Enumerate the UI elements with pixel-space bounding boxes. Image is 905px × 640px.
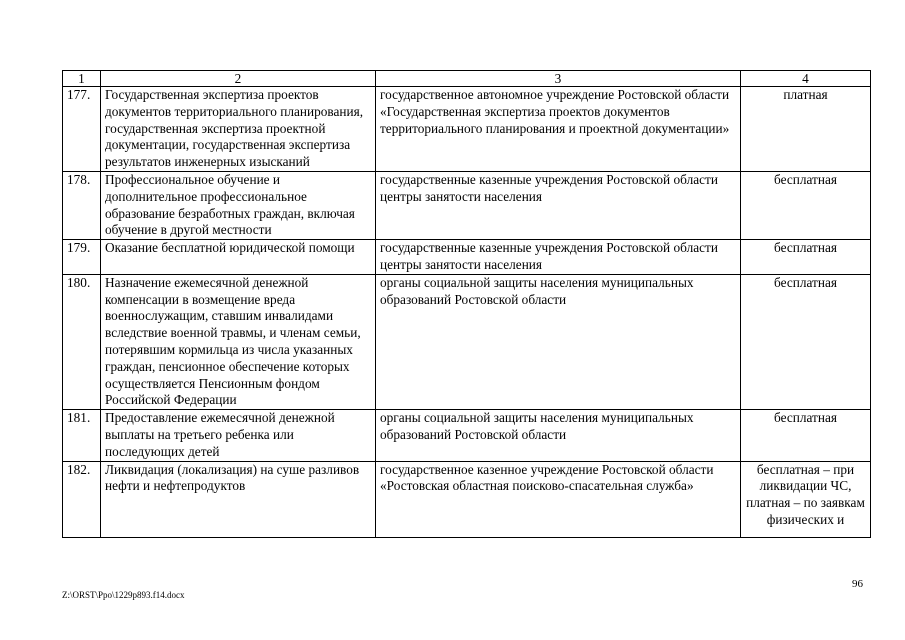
service-name-text: Ликвидация (локализация) на суше разливов нефти и нефтепродуктов — [105, 461, 360, 494]
provider-name — [376, 461, 741, 537]
header-col-2: 2 — [101, 71, 376, 87]
fee-type — [741, 461, 871, 537]
header-col-1: 1 — [63, 71, 101, 87]
provider-name: государственные казенные учреждения Ростовской области центры занятости населения — [376, 240, 741, 275]
fee-type: бесплатная — [741, 240, 871, 275]
provider-name: органы социальной защиты населения муниципальных образований Ростовской области — [376, 410, 741, 461]
header-col-3: 3 — [376, 71, 741, 87]
row-number: 179. — [63, 240, 101, 275]
table-row — [63, 274, 871, 409]
header-col-4: 4 — [741, 71, 871, 87]
footer-file-path: Z:\ORST\Ppo\1229p893.f14.docx — [62, 590, 185, 600]
service-name: Профессиональное обучение и дополнительное профессиональное образование безработных граждан, включая обучение в другой местности — [101, 171, 376, 239]
table-row — [63, 410, 871, 461]
provider-name-text: государственное казенное учреждение Ростовской области «Ростовская областная поисково-спасательная служба» — [380, 461, 714, 494]
row-number — [63, 461, 101, 537]
fee-type-text: бесплатная – при ликвидации ЧС, платная – по заявкам физических и — [746, 461, 865, 527]
fee-type: бесплатная — [741, 171, 871, 239]
table-row — [63, 171, 871, 239]
row-number: 177. — [63, 87, 101, 172]
provider-name: государственное автономное учреждение Ростовской области «Государственная экспертиза проектов документов территориального планирования и проектной документации» — [376, 87, 741, 172]
service-name: Назначение ежемесячной денежной компенсации в возмещение вреда военнослужащим, ставшим инвалидами вследствие военной травмы, и членам семьи, потерявшим кормильца из числа указанных граждан, пенсионное обеспечение которых осуществляется Пенсионным фондом Российской Федерации — [101, 274, 376, 409]
service-name: Государственная экспертиза проектов документов территориального планирования, государственная экспертиза проектной документации, государственная экспертиза результатов инженерных изысканий — [101, 87, 376, 172]
service-name: Предоставление ежемесячной денежной выплаты на третьего ребенка или последующих детей — [101, 410, 376, 461]
row-number-text: 182. — [67, 461, 91, 477]
provider-name: органы социальной защиты населения муниципальных образований Ростовской области — [376, 274, 741, 409]
fee-type: бесплатная — [741, 274, 871, 409]
table-row — [63, 461, 871, 537]
services-table — [62, 70, 871, 538]
fee-type: бесплатная — [741, 410, 871, 461]
service-name: Оказание бесплатной юридической помощи — [101, 240, 376, 275]
table-row — [63, 240, 871, 275]
row-number: 180. — [63, 274, 101, 409]
table-row — [63, 87, 871, 172]
row-number: 178. — [63, 171, 101, 239]
table-header-row — [63, 71, 871, 87]
row-number: 181. — [63, 410, 101, 461]
fee-type: платная — [741, 87, 871, 172]
service-name — [101, 461, 376, 537]
page-number: 96 — [852, 578, 863, 590]
provider-name: государственные казенные учреждения Ростовской области центры занятости населения — [376, 171, 741, 239]
